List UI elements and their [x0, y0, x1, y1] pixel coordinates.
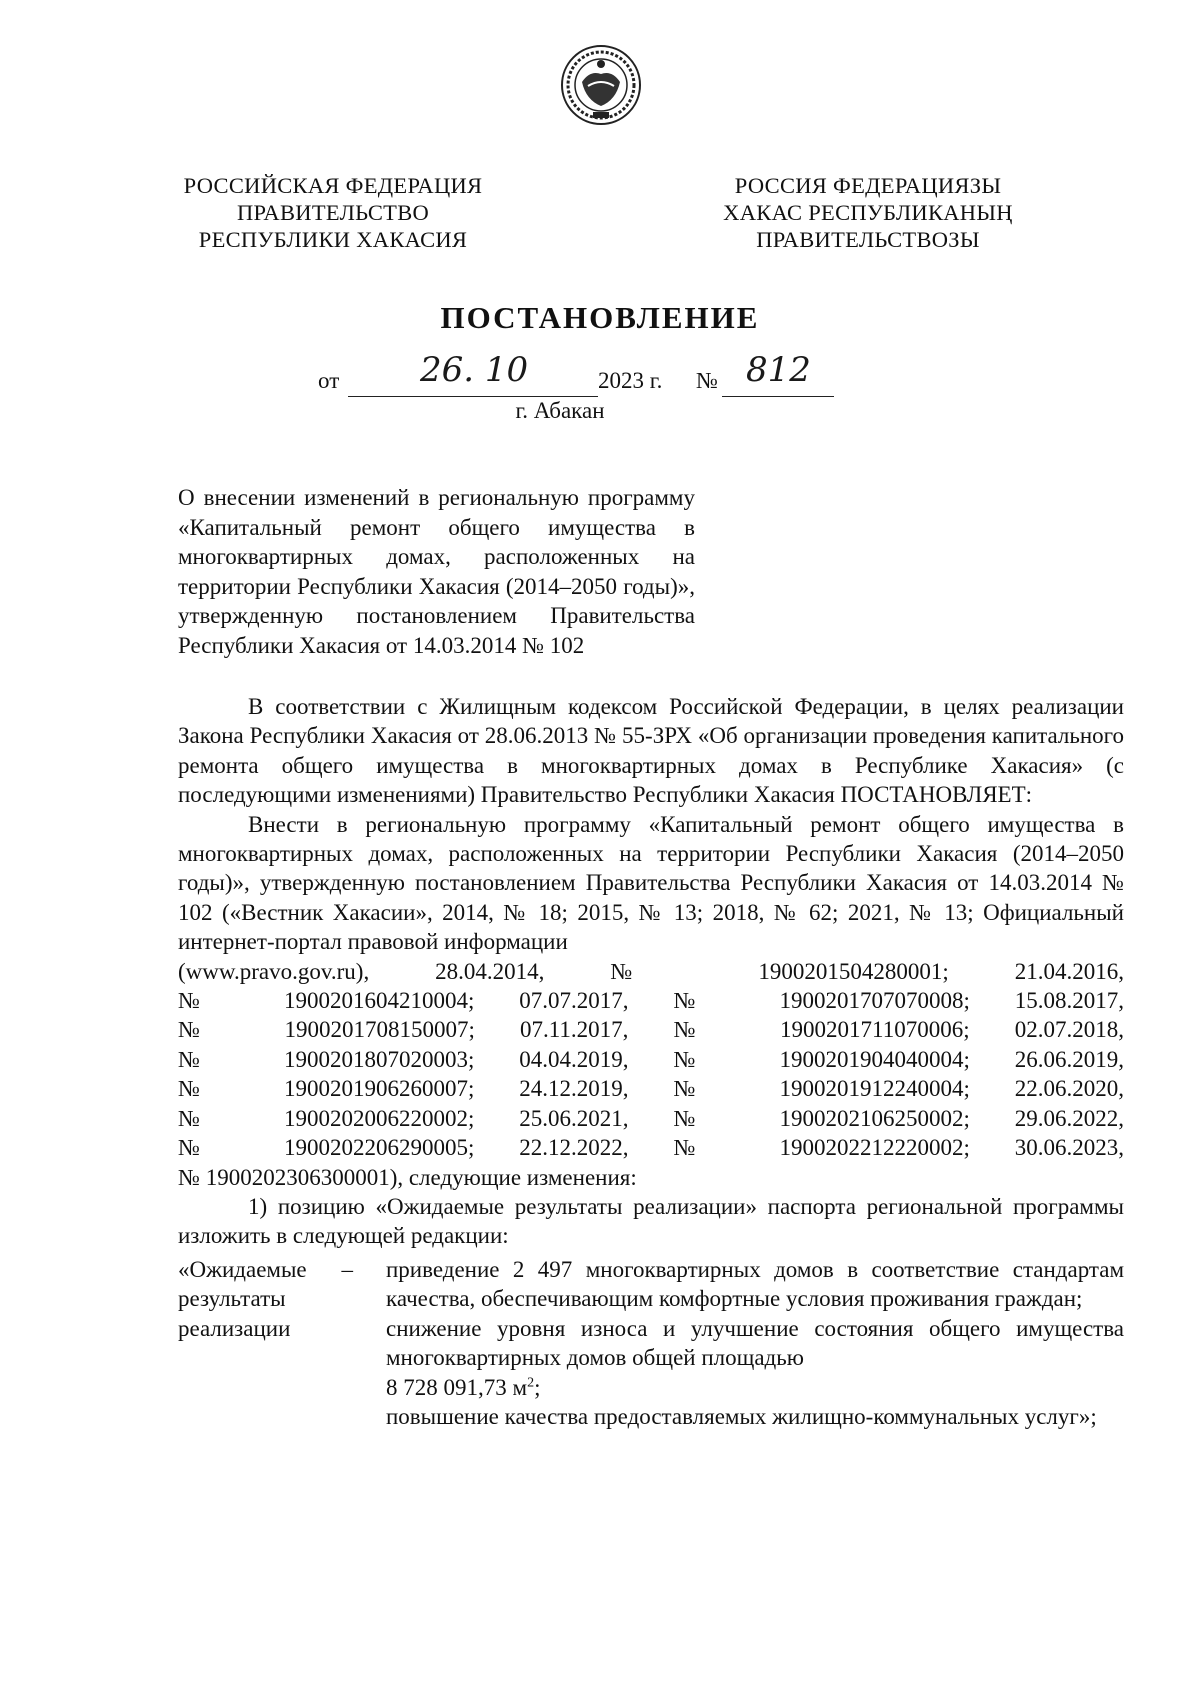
passport-label-line: реализации — [178, 1315, 291, 1341]
city: г. Абакан — [515, 398, 605, 423]
issuer-line: РОССИЯ ФЕДЕРАЦИЯЗЫ — [734, 173, 1002, 198]
issuer-line: ПРАВИТЕЛЬСТВОЗЫ — [756, 227, 980, 252]
area-terminator: ; — [534, 1374, 541, 1400]
publication-line: № 1900202206290005; 22.12.2022, № 1900202212220002; 30.06.2023, — [178, 1135, 1124, 1161]
publication-line-last: № 1900202306300001), следующие изменения: — [178, 1164, 637, 1190]
year-label: 2023 г. — [598, 368, 663, 393]
passport-values — [386, 1255, 1124, 1431]
issuer-russian — [168, 172, 498, 253]
passport-value-item: приведение 2 497 многоквартирных домов в соответствие стандартам качества, обеспечивающим комфортные условия проживания граждан; — [386, 1257, 1124, 1312]
passport-label — [178, 1255, 353, 1343]
preamble-paragraph: В соответствии с Жилищным кодексом Российской Федерации, в целях реализации Закона Республики Хакасия от 28.06.2013 № 55-ЗРХ «Об организации проведения капитального ремонта общего имущества в многоквартирных домах в Республике Хакасия» (с последующими изменениями) Правительство Республики Хакасия ПОСТАНОВЛЯЕТ: — [178, 694, 1124, 808]
issuer-line: РЕСПУБЛИКИ ХАКАСИЯ — [198, 227, 468, 252]
document-body — [178, 692, 1124, 1251]
issuer-line: ХАКАС РЕСПУБЛИКАНЫҢ — [723, 200, 1013, 225]
passport-value-item: повышение качества предоставляемых жилищно-коммунальных услуг»; — [386, 1404, 1097, 1430]
number-underline — [722, 396, 834, 397]
document-title: ПОСТАНОВЛЕНИЕ — [440, 300, 760, 335]
number-label: № — [696, 368, 718, 393]
publication-line: № 1900201906260007; 24.12.2019, № 1900201912240004; 22.06.2020, — [178, 1076, 1124, 1102]
publication-line: № 1900201807020003; 04.04.2019, № 1900201904040004; 26.06.2019, — [178, 1046, 1124, 1072]
issuer-line: РОССИЙСКАЯ ФЕДЕРАЦИЯ — [183, 173, 483, 198]
item-1-paragraph: 1) позицию «Ожидаемые результаты реализации» паспорта региональной программы изложить в следующей редакции: — [178, 1193, 1124, 1249]
handwritten-date: 26. 10 — [420, 350, 529, 390]
date-from-label: от — [318, 368, 340, 393]
decree-intro-paragraph: Внести в региональную программу «Капитальный ремонт общего имущества в многоквартирных домах, расположенных на территории Республики Хакасия (2014–2050 годы)», утвержденную постановлением Правительства Республики Хакасия от 14.03.2014 № 102 («Вестник Хакасии», 2014, № 18; 2015, № 13; 2018, № 62; 2021, № 13; Официальный интернет-портал правовой информации — [178, 811, 1124, 955]
area-unit-exponent: 2 — [527, 1374, 535, 1390]
publication-line: № 1900201604210004; 07.07.2017, № 1900201707070008; 15.08.2017, — [178, 988, 1124, 1014]
issuer-line: ПРАВИТЕЛЬСТВО — [236, 200, 430, 225]
area-value: 8 728 091,73 м — [386, 1374, 528, 1400]
passport-value-item: снижение уровня износа и улучшение состояния общего имущества многоквартирных домов общей площадью — [386, 1315, 1124, 1371]
subject-block: О внесении изменений в региональную программу «Капитальный ремонт общего имущества в многоквартирных домах, расположенных на территории Республики Хакасия (2014–2050 годы)», утвержденную постановлением Правительства Республики Хакасия от 14.03.2014 № 102 — [178, 485, 695, 658]
issuer-khakas — [703, 172, 1033, 253]
publication-line: № 1900202006220002; 25.06.2021, № 1900202106250002; 29.06.2022, — [178, 1105, 1124, 1131]
publication-line: № 1900201708150007; 07.11.2017, № 1900201711070006; 02.07.2018, — [178, 1017, 1124, 1043]
passport-label-line: «Ожидаемые – — [178, 1257, 353, 1282]
passport-value-area — [386, 1373, 1124, 1402]
publication-line: (www.pravo.gov.ru), 28.04.2014, № 1900201504280001; 21.04.2016, — [178, 958, 1124, 984]
handwritten-number: 812 — [746, 350, 811, 390]
passport-label-line: результаты — [178, 1286, 286, 1312]
date-underline — [348, 396, 598, 397]
coat-of-arms-emblem — [560, 44, 642, 126]
